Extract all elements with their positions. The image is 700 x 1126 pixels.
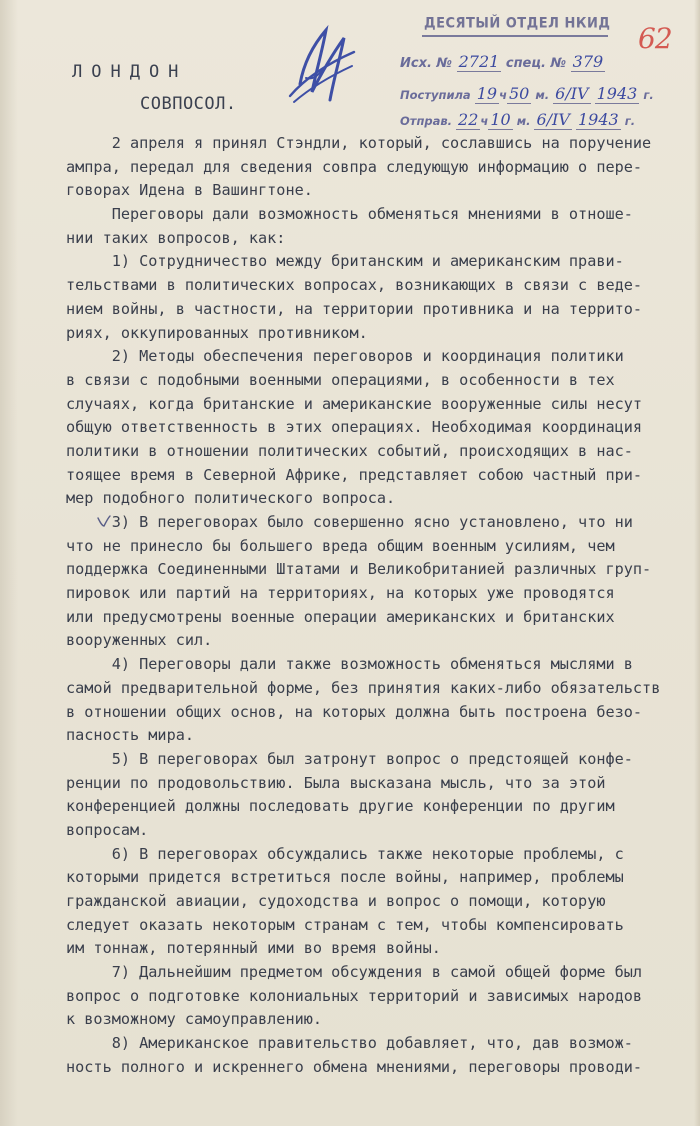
page-right-edge (694, 0, 700, 1126)
body-line: тельствами в политических вопросах, возникающих в связи с веде- (66, 276, 643, 295)
stamp-received-row (400, 84, 654, 103)
body-line: пасность мира. (66, 726, 195, 745)
body-line: самой предварительной форме, без принятия каких-либо обязательств (66, 678, 661, 697)
stamp-special-label: спец. № (505, 56, 567, 71)
body-line: нии таких вопросов, как: (66, 228, 286, 247)
stamp-outgoing-number: 2721 (458, 52, 500, 71)
page-edge-shadow (0, 0, 18, 1126)
document-body (66, 132, 686, 1080)
stamp-sent-ch: ч (480, 114, 489, 128)
body-line: случаях, когда британские и американские вооруженные силы несут (66, 394, 643, 413)
body-line: следует оказать некоторым странам с тем, чтобы компенсировать (66, 915, 624, 934)
body-line: в связи с подобными военными операциями, в особенности в тех (66, 370, 615, 389)
stamp-received-g: г. (643, 88, 654, 102)
header-org: СОВПОСОЛ. (140, 94, 237, 114)
handwritten-initials-mark (282, 22, 362, 108)
body-line: мер подобного политического вопроса. (66, 489, 396, 508)
body-line: 3) В переговорах было совершенно ясно установлено, что ни (66, 513, 633, 531)
stamp-sent-label: Отправ. (400, 114, 453, 128)
body-line: Переговоры дали возможность обменяться мнениями в отноше- (66, 205, 633, 224)
body-line: тоящее время в Северной Африке, представляет собою частный при- (66, 465, 643, 484)
body-line: говорах Идена в Вашингтоне. (66, 181, 313, 200)
body-line: вооруженных сил. (66, 631, 213, 650)
body-line: 7) Дальнейшим предметом обсуждения в самой общей форме был (66, 963, 643, 982)
body-line: вопрос о подготовке колониальных территорий и зависимых народов (66, 986, 643, 1005)
body-line: 5) В переговорах был затронут вопрос о предстоящей конфе- (66, 749, 633, 768)
body-line: к возможному самоуправлению. (66, 1010, 323, 1029)
body-line: ренции по продовольствию. Была высказана мысль, что за этой (66, 773, 606, 792)
page-number: 62 (638, 22, 672, 55)
body-line: в отношении общих основ, на которых должна быть построена безо- (66, 702, 643, 721)
stamp-received-hour: 19 (476, 84, 498, 103)
header-city: ЛОНДОН (72, 62, 188, 82)
body-line: 4) Переговоры дали также возможность обменяться мыслями в (66, 655, 633, 674)
body-line: или предусмотрены военные операции американских и британских (66, 607, 615, 626)
stamp-received-ch: ч (499, 88, 507, 102)
stamp-department: ДЕСЯТЫЙ ОТДЕЛ НКИД (424, 15, 611, 32)
stamp-sent-row (400, 110, 635, 129)
body-line: 1) Сотрудничество между британским и американским прави- (66, 252, 624, 271)
stamp-received-date: 6/IV (555, 84, 589, 103)
stamp-received-label: Поступила (400, 88, 471, 102)
stamp-outgoing-label: Исх. № (400, 56, 453, 71)
body-line: гражданской авиации, судоходства и вопрос о помощи, которую (66, 892, 606, 910)
stamp-outgoing-row (400, 52, 605, 71)
body-line: вопросам. (66, 820, 149, 839)
body-line: политики в отношении политических событий, происходящих в нас- (66, 441, 633, 460)
stamp-sent-date: 6/IV (536, 110, 570, 129)
stamp-received-year: 1943 (596, 84, 638, 103)
body-line: 2 апреля я принял Стэндли, который, сославшись на поручение (66, 134, 652, 152)
body-line: ампра, передал для сведения совпра следующую информацию о пере- (66, 157, 643, 176)
body-line: конференцией должны последовать другие конференции по другим (66, 797, 615, 816)
body-line: ность полного и искреннего обмена мнениями, переговоры проводи- (66, 1057, 643, 1076)
body-line: 8) Американское правительство добавляет, что, дав возмож- (66, 1034, 633, 1053)
stamp-sent-m: м. (516, 114, 531, 128)
body-line: 2) Методы обеспечения переговоров и координация политики (66, 347, 624, 366)
body-line: им тоннаж, потерянный ими во время войны. (66, 939, 441, 958)
body-line: поддержка Соединенными Штатами и Великобританией различных груп- (66, 560, 652, 579)
body-line: общую ответственность в этих операциях. Необходимая координация (66, 418, 643, 437)
stamp-special-number: 379 (572, 52, 604, 71)
stamp-sent-year: 1943 (577, 110, 619, 129)
body-line: риях, оккупированных противником. (66, 323, 368, 342)
stamp-sent-hour: 22 (458, 110, 479, 129)
stamp-sent-g: г. (624, 114, 636, 128)
body-line: что не принесло бы большего вреда общим военным усилиям, чем (66, 536, 615, 555)
stamp-received-min: 50 (508, 84, 530, 103)
body-line: 6) В переговорах обсуждались также некоторые проблемы, с (66, 844, 624, 863)
stamp-underline (422, 35, 608, 37)
stamp-sent-min: 10 (490, 110, 511, 129)
body-line: нием войны, в частности, на территории противника и на террито- (66, 299, 643, 318)
body-line: пировок или партий на территориях, на которых уже проводятся (66, 584, 615, 603)
registration-stamp (400, 12, 654, 132)
stamp-received-m: м. (535, 88, 550, 102)
body-line: которыми придется встретиться после войны, например, проблемы (66, 868, 624, 887)
